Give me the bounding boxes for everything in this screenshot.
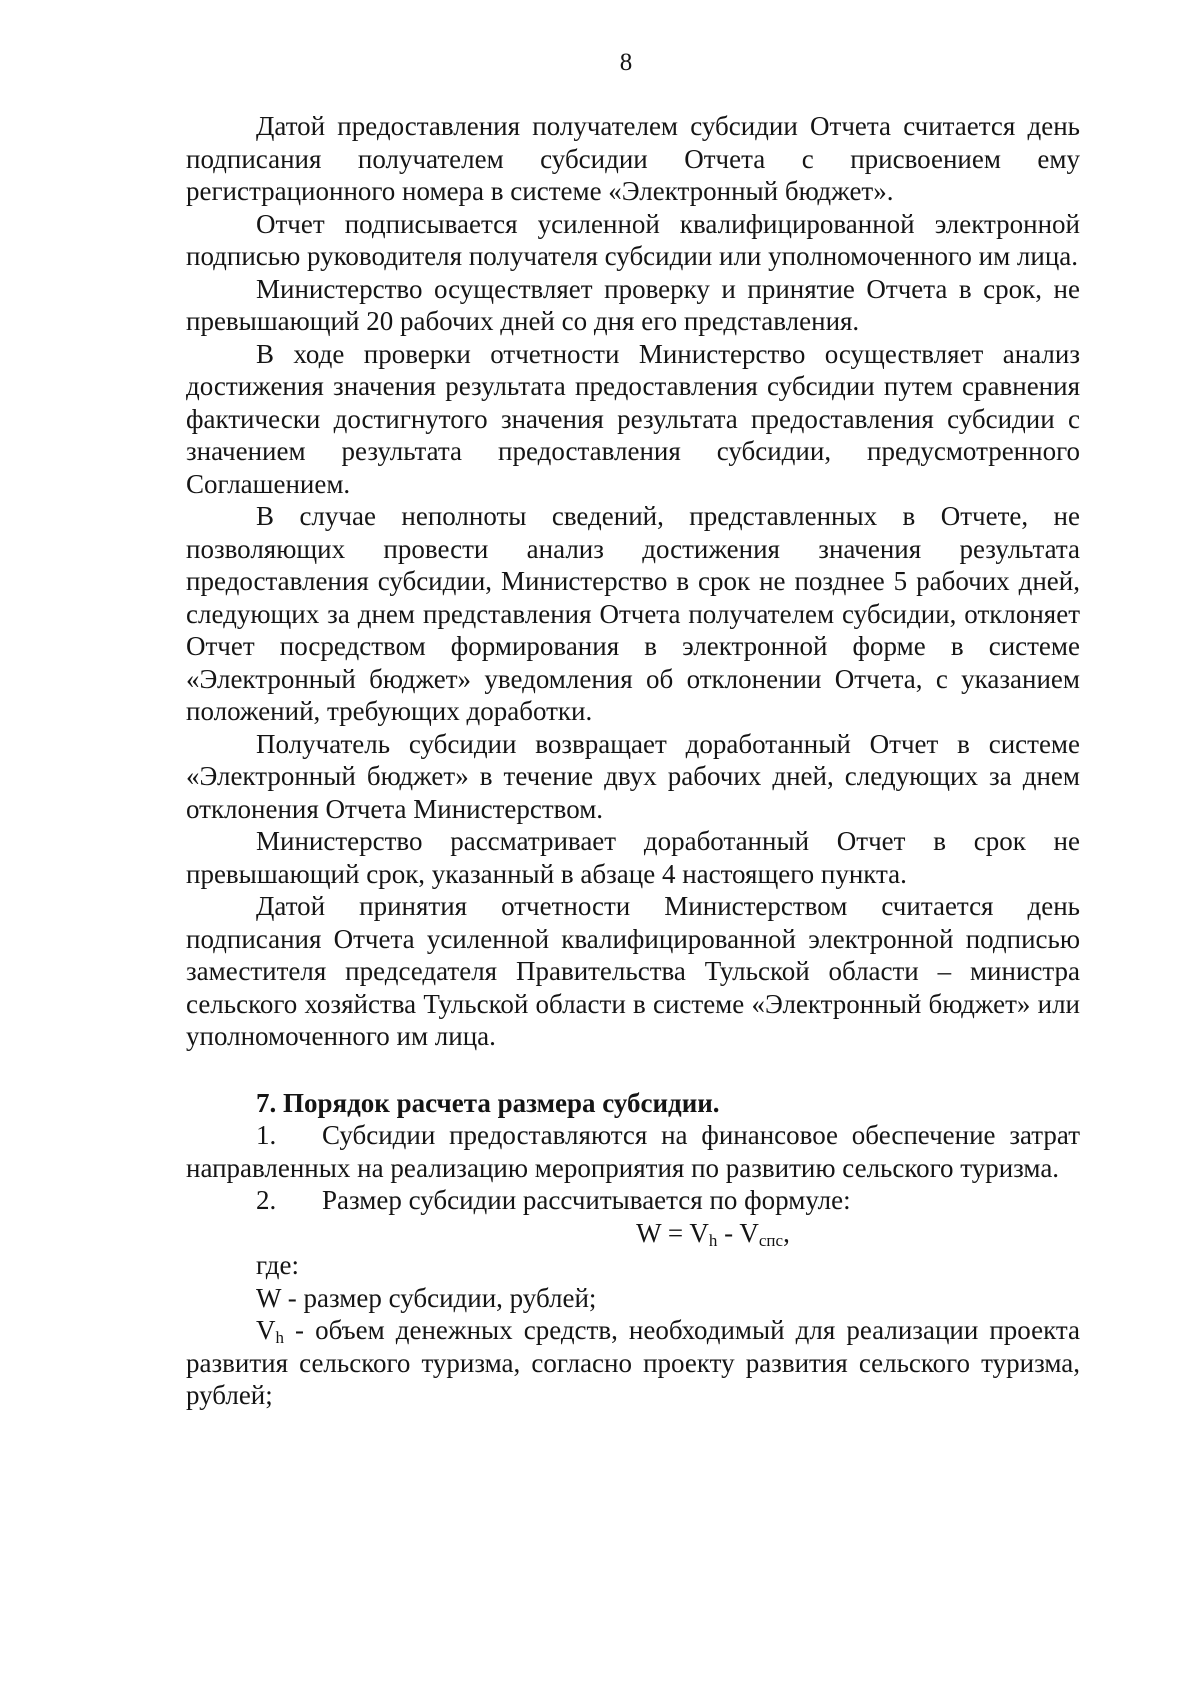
- definition-vh-symbol: V: [256, 1315, 276, 1345]
- paragraph-report-rejection: В случае неполноты сведений, представленных в Отчете, не позволяющих провести анализ достижения значения результата предоставления субсидии, Министерство в срок не позднее 5 рабочих дней, следующих за днем представления Отчета получателем субсидии, отклоняет Отчет посредством формирования в электронной форме в системе «Электронный бюджет» уведомления об отклонении Отчета, с указанием положений, требующих доработки.: [186, 501, 1080, 726]
- subsidy-formula: [186, 1217, 1080, 1250]
- section-item-2: [186, 1184, 1080, 1217]
- formula-minus: - V: [717, 1217, 759, 1248]
- formula-subscript-h: h: [708, 1230, 718, 1250]
- section-item-1-number: 1.: [256, 1120, 277, 1150]
- definition-vh-text: - объем денежных средств, необходимый для реализации проекта развития сельского туризма, согласно проекту развития сельского туризма, рублей;: [186, 1315, 1080, 1410]
- definition-vh-subscript: h: [275, 1328, 284, 1347]
- paragraph-report-acceptance-date: Датой принятия отчетности Министерством считается день подписания Отчета усиленной квалифицированной электронной подписью заместителя председателя Правительства Тульской области – министра сельского хозяйства Тульской области в системе «Электронный бюджет» или уполномоченного им лица.: [186, 891, 1080, 1051]
- section-item-1: [186, 1119, 1080, 1184]
- section-item-2-text: Размер субсидии рассчитывается по формуле:: [322, 1185, 851, 1215]
- definition-w: W - размер субсидии, рублей;: [256, 1282, 597, 1313]
- paragraph-report-analysis: В ходе проверки отчетности Министерство осуществляет анализ достижения значения результата предоставления субсидии путем сравнения фактически достигнутого значения результата предоставления субсидии с значением результата предоставления субсидии, предусмотренного Соглашением.: [186, 338, 1080, 499]
- section-item-1-text: Субсидии предоставляются на финансовое обеспечение затрат направленных на реализацию мероприятия по развитию сельского туризма.: [186, 1120, 1080, 1183]
- section-item-2-number: 2.: [256, 1185, 277, 1215]
- paragraph-report-date: Датой предоставления получателем субсидии Отчета считается день подписания получателем субсидии Отчета с присвоением ему регистрационного номера в системе «Электронный бюджет».: [186, 111, 1080, 206]
- where-label: где:: [256, 1250, 299, 1280]
- section-title: 7. Порядок расчета размера субсидии.: [256, 1087, 720, 1118]
- paragraph-report-resubmission: Получатель субсидии возвращает доработанный Отчет в системе «Электронный бюджет» в течение двух рабочих дней, следующих за днем отклонения Отчета Министерством.: [186, 728, 1080, 824]
- formula-tail: ,: [783, 1217, 790, 1248]
- paragraph-report-review-term: Министерство осуществляет проверку и принятие Отчета в срок, не превышающий 20 рабочих дней со дня его представления.: [186, 273, 1080, 336]
- paragraph-revised-report-review: Министерство рассматривает доработанный Отчет в срок не превышающий срок, указанный в абзаце 4 настоящего пункта.: [186, 826, 1080, 889]
- page-number: 8: [619, 49, 633, 76]
- formula-subscript-sps: спс: [758, 1230, 784, 1250]
- formula-lhs: W = V: [636, 1217, 709, 1248]
- definition-vh: [186, 1314, 1080, 1412]
- document-body: [186, 110, 1080, 1412]
- paragraph-report-signature: Отчет подписывается усиленной квалифицированной электронной подписью руководителя получателя субсидии или уполномоченного им лица.: [186, 208, 1080, 271]
